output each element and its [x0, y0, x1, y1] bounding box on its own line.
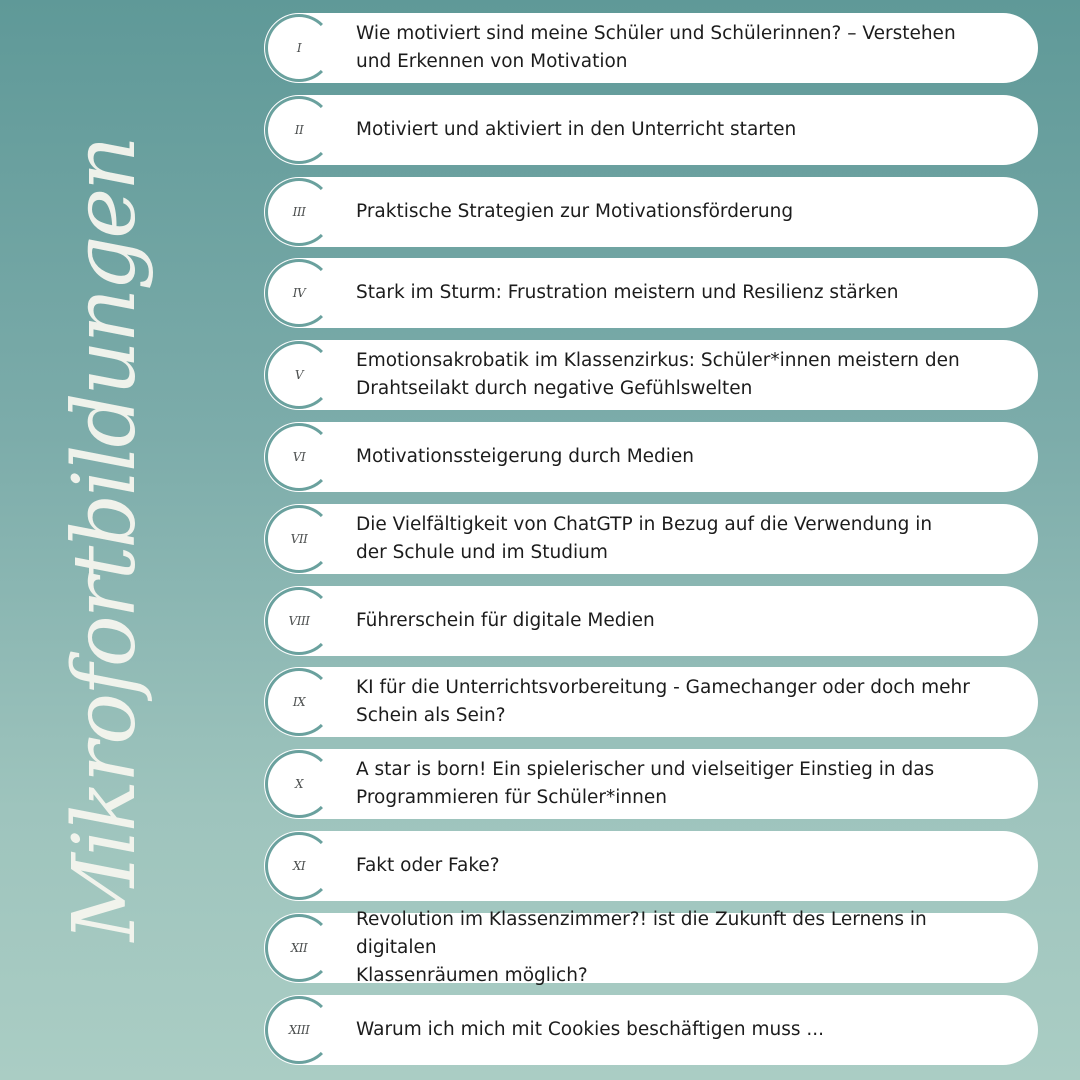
list-item — [264, 995, 1038, 1065]
list-item — [264, 586, 1038, 656]
list-item-label: Revolution im Klassenzimmer?! ist die Zukunft des Lernens in digitalen Klassenräumen möglich? — [356, 908, 927, 986]
list-item — [264, 13, 1038, 83]
list-item-label: Führerschein für digitale Medien — [356, 609, 655, 631]
numeral-badge: X — [265, 750, 333, 818]
numeral-badge: VII — [265, 505, 333, 573]
numeral-badge: I — [265, 14, 333, 82]
list-item-label: Motivationssteigerung durch Medien — [356, 445, 695, 467]
list-item — [264, 667, 1038, 737]
list-item-label: Praktische Strategien zur Motivationsförderung — [356, 200, 794, 222]
list-item-label: KI für die Unterrichtsvorbereitung - Gamechanger oder doch mehr Schein als Sein? — [356, 677, 970, 727]
numeral-badge: III — [265, 178, 333, 246]
page-title: Mikrofortbildungen — [55, 138, 155, 942]
list-item — [264, 258, 1038, 328]
numeral-badge: IX — [265, 668, 333, 736]
numeral-badge: XIII — [265, 996, 333, 1064]
list-item — [264, 908, 1038, 986]
numeral-badge: IV — [265, 259, 333, 327]
list-item — [264, 422, 1038, 492]
list-item-label: A star is born! Ein spielerischer und vielseitiger Einstieg in das Programmieren für Schüler*innen — [356, 759, 935, 809]
list-item — [264, 749, 1038, 819]
list-item — [264, 504, 1038, 574]
list-item-label: Wie motiviert sind meine Schüler und Schülerinnen? – Verstehen und Erkennen von Motivation — [356, 23, 956, 72]
topic-list — [264, 13, 1038, 1076]
list-item-label: Fakt oder Fake? — [356, 854, 500, 876]
numeral-badge: XII — [265, 914, 333, 982]
list-item-label: Emotionsakrobatik im Klassenzirkus: Schüler*innen meistern den Drahtseilakt durch negative Gefühlswelten — [356, 350, 960, 400]
list-item — [264, 340, 1038, 410]
list-item-label: Stark im Sturm: Frustration meistern und Resilienz stärken — [356, 282, 899, 304]
list-item — [264, 95, 1038, 165]
numeral-badge: XI — [265, 832, 333, 900]
list-item-label: Die Vielfältigkeit von ChatGTP in Bezug auf die Verwendung in der Schule und im Studium — [356, 513, 933, 563]
list-item — [264, 177, 1038, 247]
numeral-badge: VIII — [265, 587, 333, 655]
numeral-badge: II — [265, 96, 333, 164]
list-item — [264, 831, 1038, 901]
list-item-label: Warum ich mich mit Cookies beschäftigen muss ... — [356, 1018, 824, 1040]
numeral-badge: VI — [265, 423, 333, 491]
numeral-badge: V — [265, 341, 333, 409]
list-item-label: Motiviert und aktiviert in den Unterricht starten — [356, 118, 797, 140]
